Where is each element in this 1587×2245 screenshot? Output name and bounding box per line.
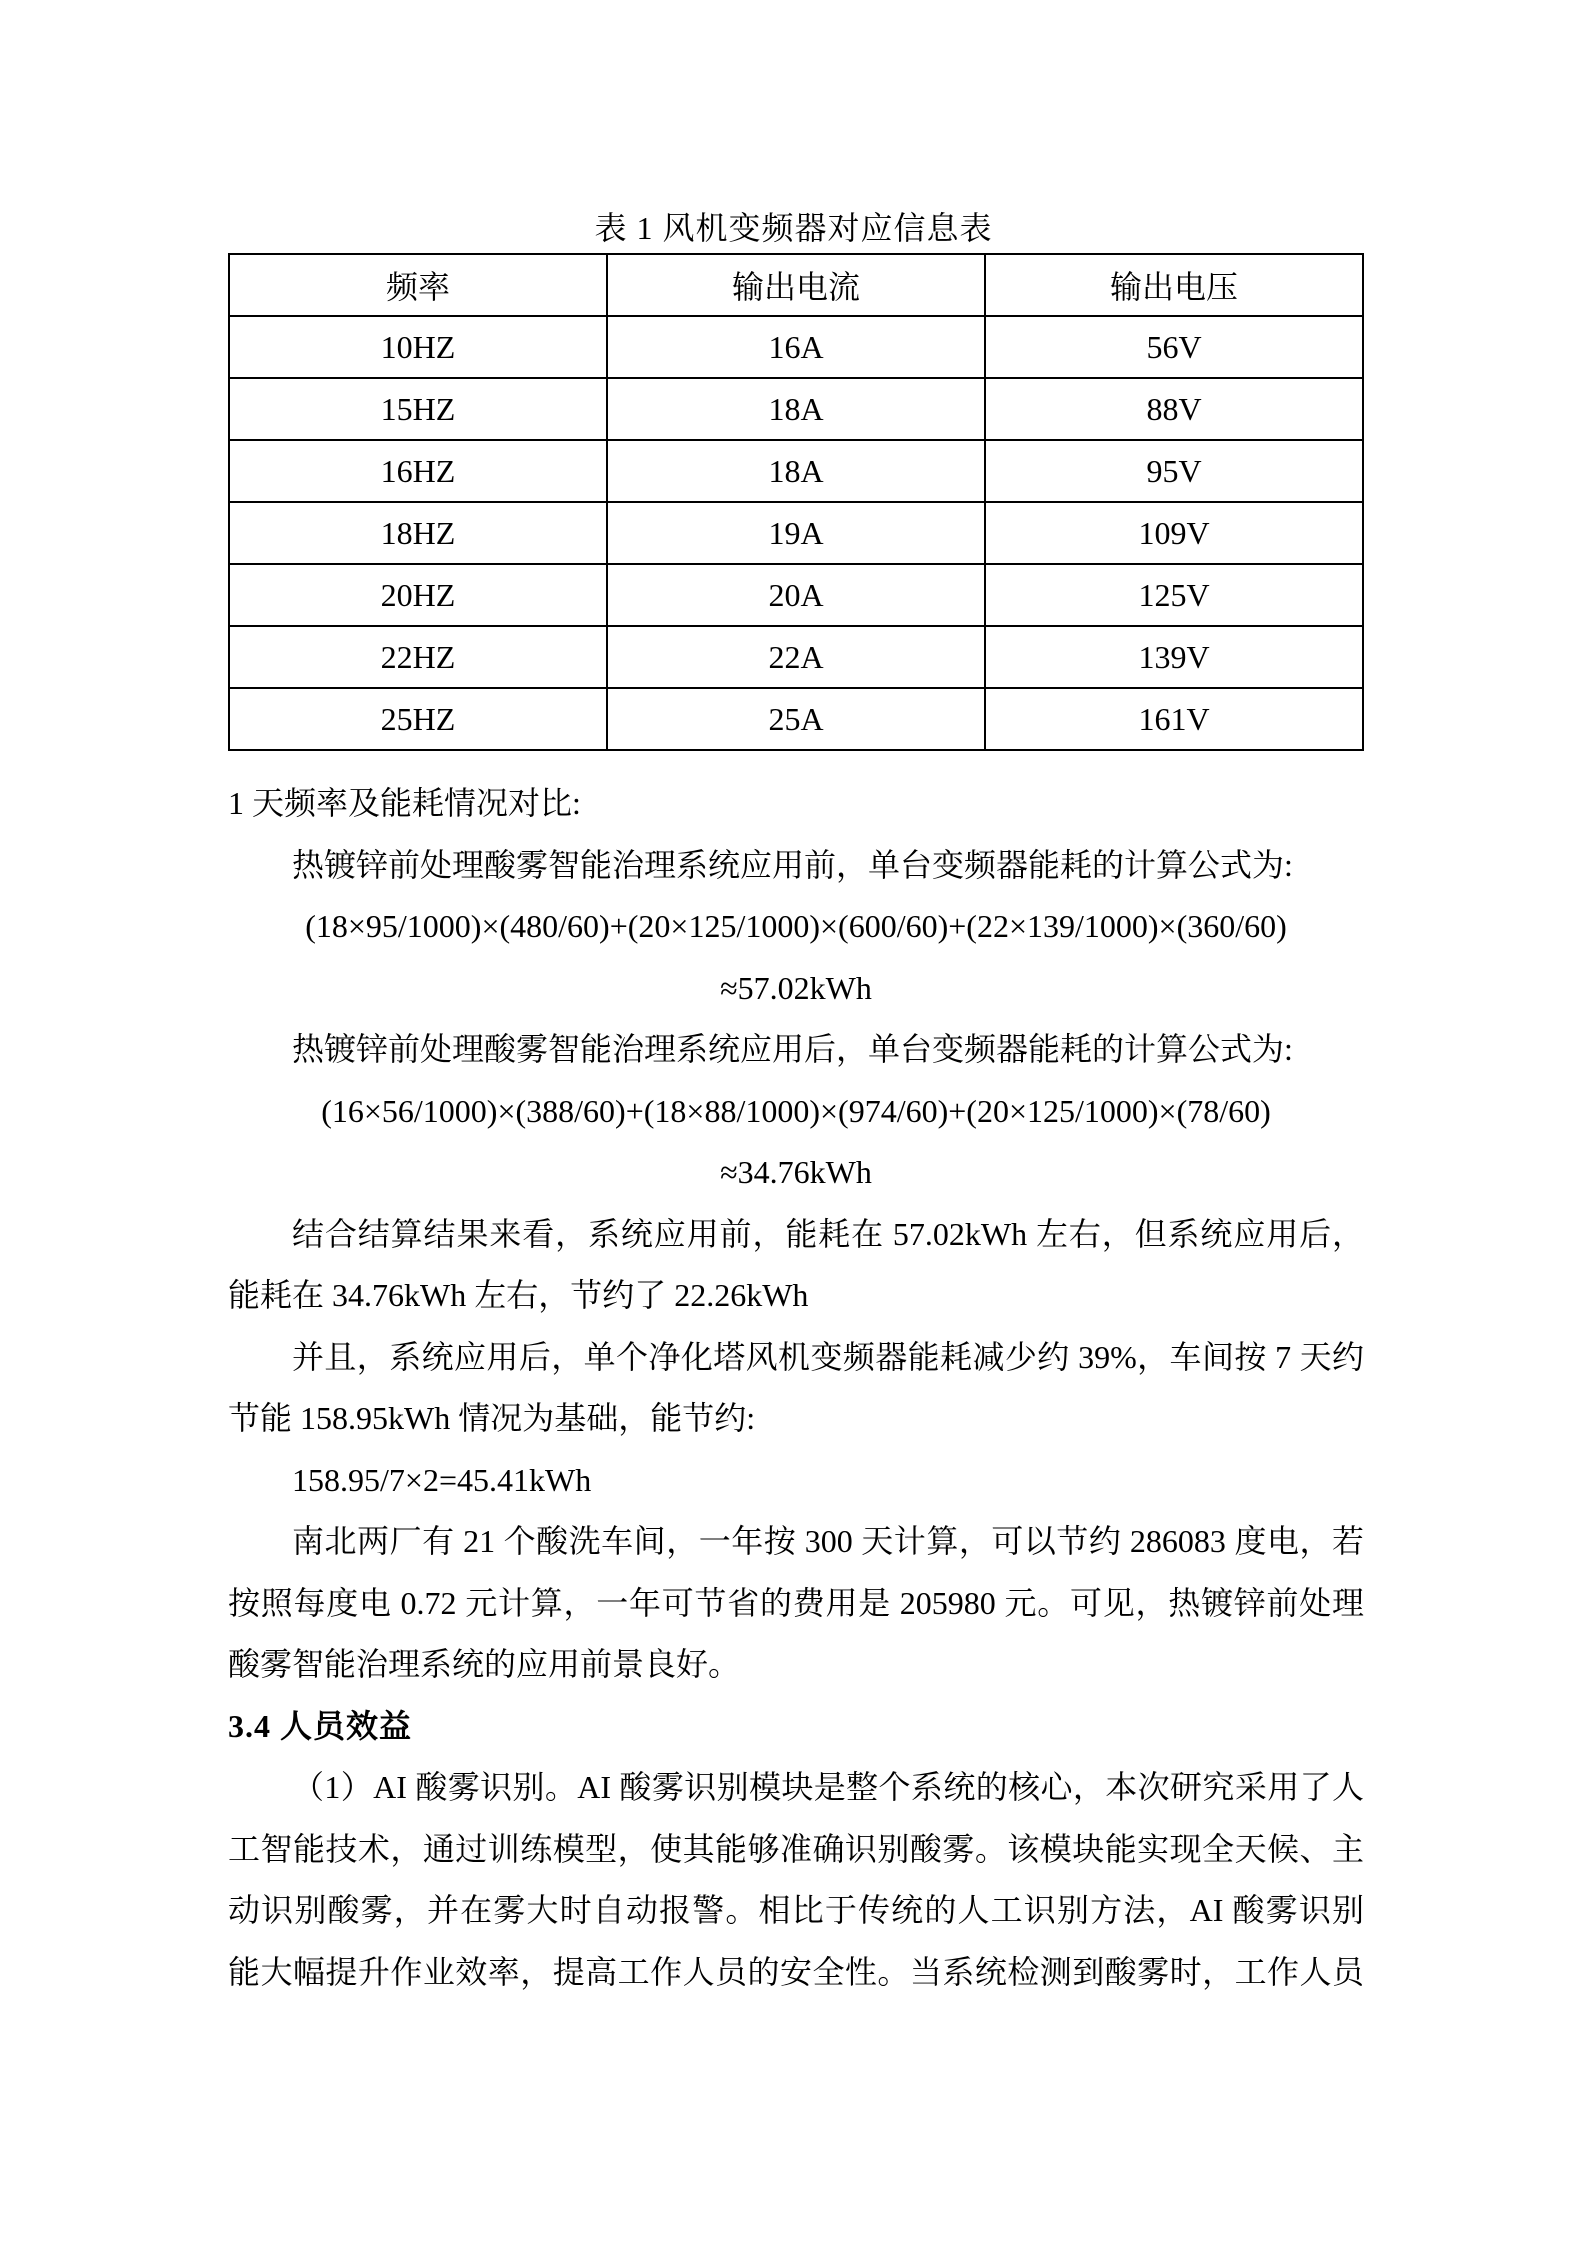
table-cell: 18A bbox=[607, 440, 985, 502]
text-line: 酸雾智能治理系统的应用前景良好。 bbox=[228, 1646, 741, 1682]
table-row bbox=[229, 564, 1363, 626]
text-line: 南北两厂有 21 个酸洗车间，一年按 300 天计算，可以节约 286083 度电，若 bbox=[292, 1523, 1364, 1559]
table-cell: 25A bbox=[607, 688, 985, 750]
table-cell: 139V bbox=[985, 626, 1363, 688]
table-cell: 125V bbox=[985, 564, 1363, 626]
text-line: 1 天频率及能耗情况对比: bbox=[228, 785, 581, 821]
text-line: 热镀锌前处理酸雾智能治理系统应用前，单台变频器能耗的计算公式为: bbox=[292, 846, 1293, 883]
table-header-row bbox=[229, 254, 1363, 316]
text-line: 工智能技术，通过训练模型，使其能够准确识别酸雾。该模块能实现全天候、主 bbox=[228, 1830, 1364, 1867]
column-header: 频率 bbox=[229, 254, 607, 316]
table-cell: 18HZ bbox=[229, 502, 607, 564]
text-line: 按照每度电 0.72 元计算，一年可节省的费用是 205980 元。可见，热镀锌前处理 bbox=[228, 1584, 1364, 1621]
table-cell: 109V bbox=[985, 502, 1363, 564]
text-line: (18×95/1000)×(480/60)+(20×125/1000)×(600/60)+(22×139/1000)×(360/60) bbox=[305, 908, 1287, 944]
column-header: 输出电流 bbox=[607, 254, 985, 316]
table-body bbox=[229, 316, 1363, 750]
table-cell: 25HZ bbox=[229, 688, 607, 750]
info-table bbox=[228, 253, 1364, 751]
section-heading: 3.4 人员效益 bbox=[228, 1707, 413, 1744]
table-row bbox=[229, 502, 1363, 564]
table-cell: 20A bbox=[607, 564, 985, 626]
text-line: 结合结算结果来看，系统应用前，能耗在 57.02kWh 左右，但系统应用后， bbox=[292, 1215, 1364, 1252]
table-cell: 161V bbox=[985, 688, 1363, 750]
text-line: 节能 158.95kWh 情况为基础，能节约: bbox=[228, 1400, 756, 1436]
column-header: 输出电压 bbox=[985, 254, 1363, 316]
text-line: 热镀锌前处理酸雾智能治理系统应用后，单台变频器能耗的计算公式为: bbox=[292, 1031, 1293, 1067]
table-row bbox=[229, 688, 1363, 750]
table-cell: 22HZ bbox=[229, 626, 607, 688]
table-cell: 15HZ bbox=[229, 378, 607, 440]
table-row bbox=[229, 316, 1363, 378]
table-caption: 表 1 风机变频器对应信息表 bbox=[594, 210, 993, 246]
text-line: ≈34.76kWh bbox=[720, 1154, 872, 1190]
text-line: 158.95/7×2=45.41kWh bbox=[292, 1461, 592, 1498]
text-line: ≈57.02kWh bbox=[720, 969, 872, 1006]
text-line: 动识别酸雾，并在雾大时自动报警。相比于传统的人工识别方法，AI 酸雾识别 bbox=[228, 1892, 1364, 1928]
text-line: 能耗在 34.76kWh 左右，节约了 22.26kWh bbox=[228, 1277, 809, 1313]
body-text bbox=[228, 773, 1364, 2003]
table-row bbox=[229, 626, 1363, 688]
table-cell: 19A bbox=[607, 502, 985, 564]
table-row bbox=[229, 440, 1363, 502]
table-cell: 10HZ bbox=[229, 316, 607, 378]
table-cell: 20HZ bbox=[229, 564, 607, 626]
table-cell: 18A bbox=[607, 378, 985, 440]
text-line: （1）AI 酸雾识别。AI 酸雾识别模块是整个系统的核心，本次研究采用了人 bbox=[292, 1769, 1364, 1805]
table-cell: 95V bbox=[985, 440, 1363, 502]
table-row bbox=[229, 378, 1363, 440]
table-cell: 88V bbox=[985, 378, 1363, 440]
table-cell: 16HZ bbox=[229, 440, 607, 502]
text-line: 能大幅提升作业效率，提高工作人员的安全性。当系统检测到酸雾时，工作人员 bbox=[228, 1953, 1364, 1990]
text-line: (16×56/1000)×(388/60)+(18×88/1000)×(974/60)+(20×125/1000)×(78/60) bbox=[321, 1092, 1271, 1129]
table-cell: 22A bbox=[607, 626, 985, 688]
text-line: 并且，系统应用后，单个净化塔风机变频器能耗减少约 39%，车间按 7 天约 bbox=[292, 1338, 1364, 1375]
table-cell: 16A bbox=[607, 316, 985, 378]
table-cell: 56V bbox=[985, 316, 1363, 378]
